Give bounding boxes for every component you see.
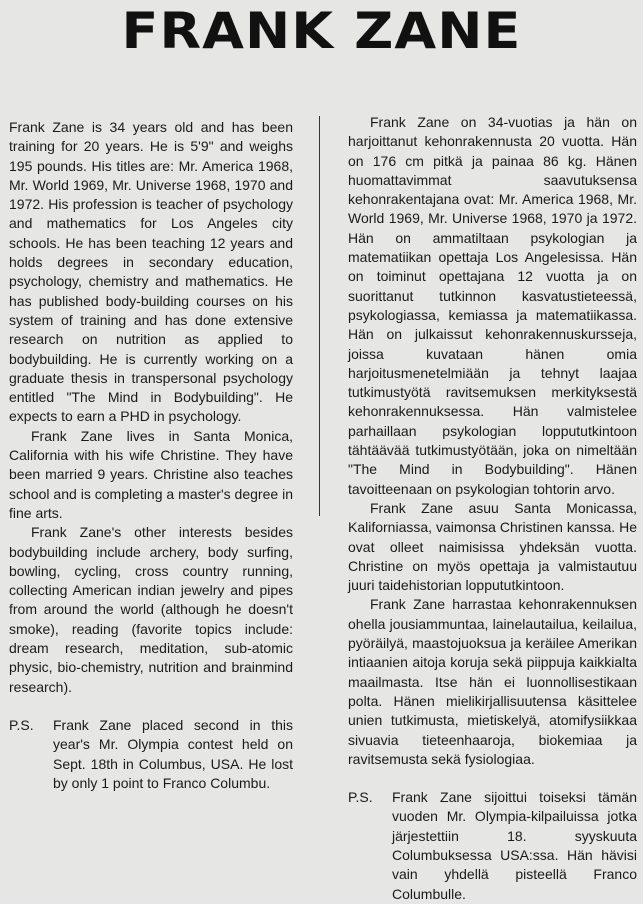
page-title: FRANK ZANE [121, 2, 522, 60]
finnish-column [348, 113, 637, 904]
finnish-paragraph-3: Frank Zane harrastaa kehonrakennuksen ohella jousiammuntaa, lainelautailua, keilailua, pyöräilyä, maastojuoksua ja keräilee Amerikan intiaanien aitoja koruja sekä piippuja kaikkialta maailmasta. Itse hän ei luonnollisestikaan polta. Hänen mielikirjallisuutensa käsittelee unien tutkimusta, mietiskelyä, atomifysiikkaa sivuavia tieteenhaaroja, biokemiaa ja ravitsemusta sekä fysiologiaa. [348, 596, 637, 767]
ps-label: P.S. [9, 716, 34, 733]
english-postscript [9, 716, 293, 793]
spacer [348, 769, 637, 788]
english-paragraph-2: Frank Zane lives in Santa Monica, California with his wife Christine. They have been married 9 years. Christine also teaches school and is completing a master's degree in fine arts. [9, 427, 293, 521]
finnish-paragraph-1: Frank Zane on 34-vuotias ja hän on harjoittanut kehonrakennusta 20 vuotta. Hän on 176 cm pitkä ja painaa 86 kg. Hänen huomattavimmat saavutuksensa kehonrakentajana ovat: Mr. America 1968, Mr. World 1969, Mr. Universe 1968, 1970 ja 1972. Hän on ammatiltaan psykologian ja matematiikan opettaja Los Angelesissa. Hän on toiminut opettajana 12 vuotta ja on suorittanut tutkinnon kasvatustieteessä, psykologiassa, kemiassa ja matematiikassa. Hän on julkaissut kehonrakennuskursseja, joissa kuvataan hänen omia harjoitusmenetelmiään ja tehnyt laajaa tutkimustyötä ravitsemuksen merkityksestä kehonrakennuksessa. Hän valmistelee parhaillaan psykologian loppututkintoon tähtäävää tutkimustyötään, joka on nimeltään "The Mind in Bodybuilding". Hänen tavoitteenaan on psykologian tohtorin arvo. [348, 114, 637, 497]
spacer [9, 697, 293, 716]
ps-label: P.S. [348, 789, 373, 806]
english-column [9, 118, 293, 793]
column-divider [319, 116, 320, 516]
finnish-paragraph-2: Frank Zane asuu Santa Monicassa, Kaliforniassa, vaimonsa Christinen kanssa. He ovat olleet naimisissa yhdeksän vuotta. Christine on myös opettaja ja valmistautuu juuri taidehistorian loppututkintoon. [348, 499, 637, 594]
ps-text: Frank Zane sijoittui toiseksi tämän vuoden Mr. Olympia-kilpailuissa jotka järjestettiin 18. syyskuuta Columbuksessa USA:ssa. Hän hävisi vain yhdellä pisteellä Franco Columbulle. [392, 789, 637, 902]
finnish-postscript [348, 788, 637, 904]
english-paragraph-1: Frank Zane is 34 years old and has been training for 20 years. He is 5'9" and weighs 195 pounds. His titles are: Mr. America 1968, Mr. World 1969, Mr. Universe 1968, 1970 and 1972. His profession is teacher of psychology and mathematics for Los Angeles city schools. He has been teaching 12 years and holds degrees in secondary education, psychology, chemistry and mathematics. He has published body-building courses on his system of training and has done extensive research on nutrition as applied to bodybuilding. He is currently working on a graduate thesis in transpersonal psychology entitled "The Mind in Bodybuilding". He expects to earn a PHD in psychology. [9, 119, 293, 425]
english-paragraph-3: Frank Zane's other interests besides bodybuilding include archery, body surfing, bowling, cycling, cross country running, collecting American indian jewelry and pipes from around the world (although he doesn't smoke), reading (favorite topics include: dream research, meditation, sub-atomic physic, bio-chemistry, nutrition and brainmind research). [9, 524, 293, 695]
ps-text: Frank Zane placed second in this year's Mr. Olympia contest held on Sept. 18th in Columbus, USA. He lost by only 1 point to Franco Columbu. [53, 716, 293, 791]
